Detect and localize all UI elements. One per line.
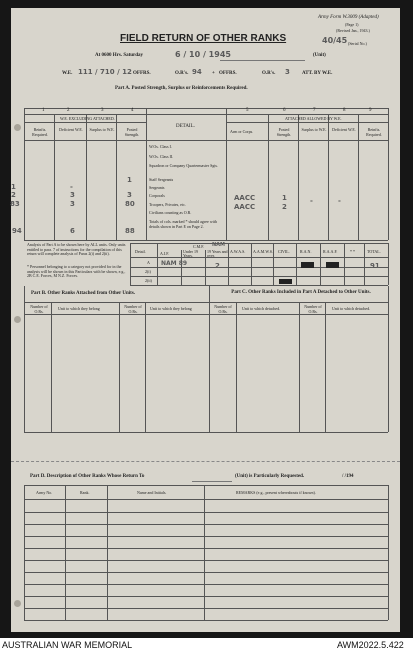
att-surplus-value: -	[310, 197, 313, 205]
att-label: ATT. BY W.E.	[302, 71, 333, 76]
reinfts-value: 1	[11, 183, 16, 191]
left-header: Reinfts. Required.	[32, 127, 48, 137]
cmf-header: C.M.F.	[193, 244, 205, 249]
offrs-label: OFFRS.	[133, 71, 151, 76]
reinfts-total: 94	[12, 227, 22, 235]
form-title: FIELD RETURN OF OTHER RANKS	[120, 33, 287, 44]
part-c-col: Number of O.Rs.	[304, 304, 322, 314]
analysis-col: Under 19 Years.	[183, 249, 198, 258]
analysis-col: 19 Years and over.	[207, 249, 228, 258]
col-number: 4	[131, 108, 134, 113]
arm-corps-value: AACC	[234, 194, 256, 202]
total-value: 91	[370, 262, 380, 270]
analysis-footnote: * Personnel belonging to a category not provided for in the analysis will be shown in this Particulars with be shown, e.g., 2B C.E. Forces, M N.Z. Forces.	[27, 264, 126, 279]
detail-row-label: Staff Sergeants	[149, 177, 174, 182]
offrs2-label: OFFRS.	[219, 71, 237, 76]
redaction-mark	[279, 279, 292, 284]
col-number: 6	[283, 108, 286, 113]
time-prefix: At 0600 Hrs. Saturday	[95, 53, 144, 58]
aif-value: NAM 89	[161, 260, 188, 267]
detail-row-label: Troopers, Privates, etc.	[149, 202, 186, 207]
part-d-col: Rank.	[80, 490, 90, 495]
deficient-total: 6	[70, 227, 75, 235]
left-header: Deficient W.E.	[59, 127, 83, 132]
left-header: Surplus to W.E.	[89, 127, 115, 132]
part-c-col: Unit to which detached.	[332, 306, 371, 311]
deficient-value: -	[70, 183, 73, 191]
analysis-col: A.I.F.	[160, 251, 170, 256]
punch-hole	[14, 124, 21, 131]
analysis-col: A.A.M.W.S.	[253, 249, 273, 254]
reinfts-value: 83	[10, 200, 20, 208]
deficient-value: 3	[70, 200, 75, 208]
we-label: W.E.	[62, 71, 73, 76]
part-d-col: Army No.	[36, 490, 53, 495]
detail-row-label: Squadron or Company Quartermaster Sgts.	[149, 163, 218, 168]
ors-label: O.R's.	[175, 71, 189, 76]
att-posted-value: 1	[282, 194, 287, 202]
page-number: (Page 1)	[345, 22, 359, 27]
detail-row-label: W.Os. Class I.	[149, 144, 172, 149]
source-caption: AUSTRALIAN WAR MEMORIAL	[2, 640, 133, 650]
redaction-mark	[301, 262, 314, 268]
detail-row-label: Totals of cols. marked * should agree with details shown in Part E on Page 2.	[149, 219, 217, 229]
right-header: Deficient W.E.	[332, 127, 356, 132]
serial-label: (Serial No.)	[348, 41, 367, 46]
part-b-col: Number of O.Rs.	[30, 304, 48, 314]
part-d-col: REMARKS (e.g., present whereabouts if known).	[236, 490, 316, 495]
ors2-label: O.R's.	[262, 71, 276, 76]
part-a-title: Part A. Posted Strength, Surplus or Reinforcements Required.	[115, 86, 248, 91]
part-c-col: Unit to which detached.	[242, 306, 281, 311]
analysis-row-a: A	[147, 260, 150, 265]
analysis-col: R.A.N.	[300, 249, 312, 254]
part-c-title: Part C. Other Ranks Included in Part A Detached to Other Units.	[231, 290, 371, 295]
attached-allowed-header: ATTACHED ALLOWED BY W.E.	[285, 116, 342, 121]
part-d-col: Name and Initials.	[137, 490, 167, 495]
left-header: Posted Strength.	[124, 127, 140, 137]
analysis-col: * *	[350, 249, 355, 254]
analysis-col: TOTAL.	[367, 249, 381, 254]
punch-hole	[14, 600, 21, 607]
col-number: 9	[369, 108, 372, 113]
analysis-row-2i: 2(i)	[145, 269, 151, 274]
we-excluding-header: W.E. EXCLUDING ATTACHED.	[60, 116, 115, 121]
accession-number: AWM2022.5.422	[337, 640, 404, 650]
revised-date: (Revised Jan., 1943.)	[336, 28, 370, 33]
right-header: Posted Strength.	[276, 127, 292, 137]
deficient-value: 3	[70, 191, 75, 199]
detail-row-label: Sergeants	[149, 185, 165, 190]
part-b-title: Part B. Other Ranks Attached from Other Units.	[31, 291, 136, 296]
analysis-row-2ii: 2(ii)	[145, 278, 152, 283]
right-header: Arm or Corps.	[230, 129, 254, 134]
part-b-col: Unit to which they belong	[58, 306, 100, 311]
analysis-note: Analysis of Part A to be shown here by ALL units. Only units entitled to para. 7 of instructions for the compilation of this return will complete analysis of Paras 2(i) and 2(ii).	[27, 242, 126, 257]
part-b-col: Unit to which they belong	[150, 306, 192, 311]
punch-hole	[14, 316, 21, 323]
ors-value: 94	[192, 68, 202, 76]
right-header: Surplus to W.E.	[301, 127, 327, 132]
col-number: 5	[246, 108, 249, 113]
detail-header: DETAIL.	[176, 124, 195, 129]
we-value: 111 / 710 / 1	[78, 68, 127, 76]
detail-row-label: Civilians counting as O.R.	[149, 210, 192, 215]
col-number: 8	[343, 108, 346, 113]
reinfts-value: 2	[11, 191, 16, 199]
part-d-title: Part D. Description of Other Ranks Whose Return To	[30, 474, 145, 479]
analysis-col: A.W.A.S.	[230, 249, 246, 254]
offrs-value: 2	[127, 68, 132, 76]
plus-sign: +	[212, 71, 215, 76]
part-b-col: Number of O.Rs.	[124, 304, 142, 314]
analysis-col: CIVIL.	[278, 249, 290, 254]
detail-row-label: Corporals	[149, 193, 165, 198]
att-posted-value: 2	[282, 203, 287, 211]
fold-line	[11, 461, 400, 462]
col-number: 3	[101, 108, 104, 113]
redaction-mark	[326, 262, 339, 268]
part-d-unit: (Unit) is Particularly Requested.	[235, 474, 305, 479]
col-number: 7	[313, 108, 316, 113]
form-id: Army Form W.3009 (Adapted)	[318, 15, 379, 20]
part-c-col: Number of O.Rs.	[214, 304, 232, 314]
part-d-date: / /194	[342, 474, 354, 479]
over19-value: 2	[215, 262, 220, 270]
posted-total: 88	[125, 227, 135, 235]
col-number: 2	[67, 108, 70, 113]
posted-value: 80	[125, 200, 135, 208]
analysis-detail: Detail.	[135, 249, 146, 254]
posted-value: 1	[127, 176, 132, 184]
att-surplus-value: -	[338, 197, 341, 205]
posted-value: 3	[127, 191, 132, 199]
unit-label: (Unit)	[313, 53, 326, 58]
cmf-handwritten: NAM	[212, 242, 226, 248]
serial-number: 40/45	[322, 36, 348, 45]
arm-corps-value: AACC	[234, 203, 256, 211]
ors2-value: 3	[285, 68, 290, 76]
col-number: 1	[42, 108, 45, 113]
return-date: 6 / 10 / 1945	[175, 50, 231, 59]
detail-row-label: W.Os. Class II.	[149, 154, 174, 159]
right-header: Reinfts. Required.	[366, 127, 382, 137]
form-sheet	[11, 8, 400, 632]
analysis-col: R.A.A.F.	[323, 249, 338, 254]
